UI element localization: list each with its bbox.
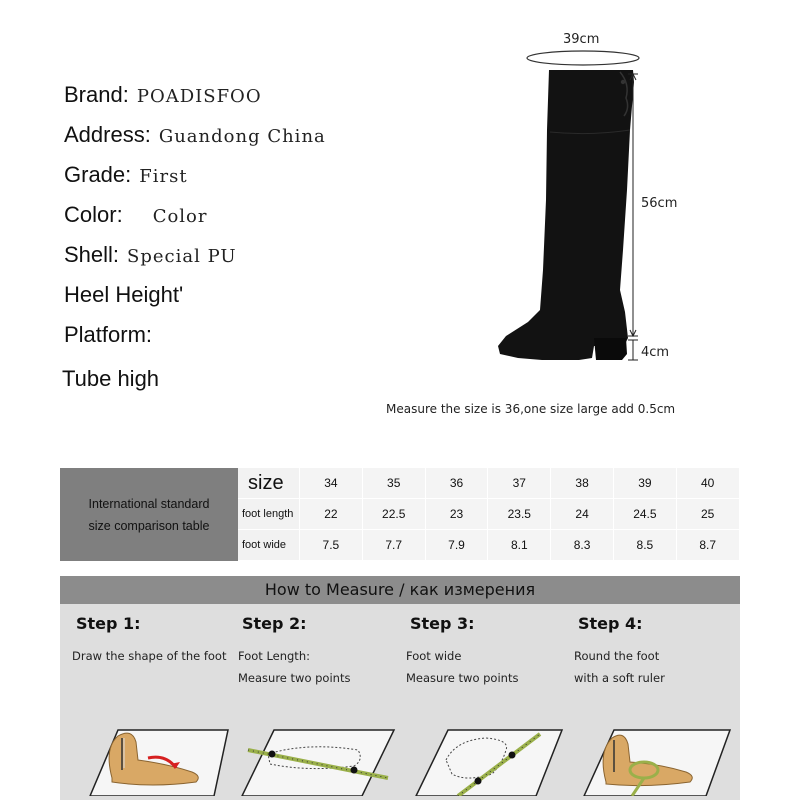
step-1 bbox=[72, 612, 232, 796]
address-label: Address: bbox=[64, 122, 151, 147]
size-grid bbox=[238, 468, 740, 561]
boot-shape bbox=[498, 70, 634, 360]
step-4-illustration bbox=[574, 678, 734, 796]
width-cell: 8.5 bbox=[614, 530, 677, 561]
step-2-desc-2: Measure two points bbox=[238, 671, 351, 685]
width-cell: 7.5 bbox=[300, 530, 363, 561]
table-row bbox=[238, 499, 740, 530]
step-3 bbox=[406, 612, 566, 796]
spec-address bbox=[64, 122, 326, 154]
width-cell: 8.1 bbox=[488, 530, 551, 561]
table-row bbox=[238, 468, 740, 499]
row-label-foot-wide: foot wide bbox=[238, 530, 300, 561]
heel-height-label: Heel Height' bbox=[64, 282, 184, 307]
size-cell: 36 bbox=[426, 468, 489, 499]
how-to-measure-title: How to Measure / как измерения bbox=[264, 580, 536, 599]
intl-label-line1: International standard bbox=[88, 496, 210, 511]
spec-tube-high bbox=[62, 366, 159, 398]
step-1-title: Step 1: bbox=[76, 614, 141, 633]
size-table bbox=[60, 468, 740, 561]
width-dimension: 39cm bbox=[563, 32, 600, 47]
length-cell: 22 bbox=[300, 499, 363, 530]
step-3-title: Step 3: bbox=[410, 614, 475, 633]
boot-diagram bbox=[480, 20, 720, 380]
heel-dimension: 4cm bbox=[641, 345, 670, 360]
height-dimension: 56cm bbox=[641, 196, 678, 211]
length-cell: 22.5 bbox=[363, 499, 426, 530]
step-2-desc-1: Foot Length: bbox=[238, 649, 310, 663]
step-3-desc-1: Foot wide bbox=[406, 649, 462, 663]
grade-label: Grade: bbox=[64, 162, 132, 187]
color-label: Color: bbox=[64, 202, 123, 227]
intl-label-line2: size comparison table bbox=[88, 518, 210, 533]
spec-brand bbox=[64, 82, 262, 114]
boot-heel bbox=[594, 338, 627, 360]
width-cell: 7.7 bbox=[363, 530, 426, 561]
shell-value: Special PU bbox=[127, 246, 237, 267]
step-2-title: Step 2: bbox=[242, 614, 307, 633]
step-2 bbox=[238, 612, 398, 796]
width-cell: 7.9 bbox=[426, 530, 489, 561]
step-4-desc-1: Round the foot bbox=[574, 649, 660, 663]
size-cell: 34 bbox=[300, 468, 363, 499]
size-cell: 40 bbox=[677, 468, 740, 499]
step-1-desc: Draw the shape of the foot bbox=[72, 649, 227, 663]
width-ellipse bbox=[527, 51, 639, 65]
spec-shell bbox=[64, 242, 237, 274]
size-cell: 35 bbox=[363, 468, 426, 499]
intl-standard-label bbox=[60, 468, 238, 561]
step-2-illustration bbox=[238, 678, 398, 796]
size-cell: 37 bbox=[488, 468, 551, 499]
step-3-desc-2: Measure two points bbox=[406, 671, 519, 685]
grade-value: First bbox=[139, 166, 188, 187]
length-cell: 24.5 bbox=[614, 499, 677, 530]
tube-high-label: Tube high bbox=[62, 366, 160, 391]
step-4 bbox=[574, 612, 734, 796]
width-cell: 8.3 bbox=[551, 530, 614, 561]
spec-color bbox=[64, 202, 208, 234]
color-value: Color bbox=[152, 206, 208, 227]
table-row bbox=[238, 530, 740, 561]
step-3-illustration bbox=[406, 678, 566, 796]
step-4-title: Step 4: bbox=[578, 614, 643, 633]
length-cell: 25 bbox=[677, 499, 740, 530]
boot-illustration bbox=[480, 20, 720, 380]
address-value: Guandong China bbox=[158, 126, 326, 147]
measure-note: Measure the size is 36,one size large add 0.5cm bbox=[386, 402, 676, 416]
platform-label: Platform: bbox=[64, 322, 153, 347]
how-to-measure-panel bbox=[60, 576, 740, 800]
size-cell: 39 bbox=[614, 468, 677, 499]
spec-heel-height bbox=[64, 282, 183, 314]
length-cell: 23 bbox=[426, 499, 489, 530]
spec-grade bbox=[64, 162, 188, 194]
width-cell: 8.7 bbox=[677, 530, 740, 561]
shell-label: Shell: bbox=[64, 242, 120, 267]
row-label-foot-length: foot length bbox=[238, 499, 300, 530]
length-cell: 23.5 bbox=[488, 499, 551, 530]
brand-label: Brand: bbox=[64, 82, 129, 107]
step-4-desc-2: with a soft ruler bbox=[574, 671, 665, 685]
spec-platform bbox=[64, 322, 152, 354]
row-label-size: size bbox=[238, 468, 300, 499]
step-1-illustration bbox=[72, 678, 232, 796]
length-cell: 24 bbox=[551, 499, 614, 530]
size-cell: 38 bbox=[551, 468, 614, 499]
brand-value: POADISFOO bbox=[136, 86, 262, 107]
